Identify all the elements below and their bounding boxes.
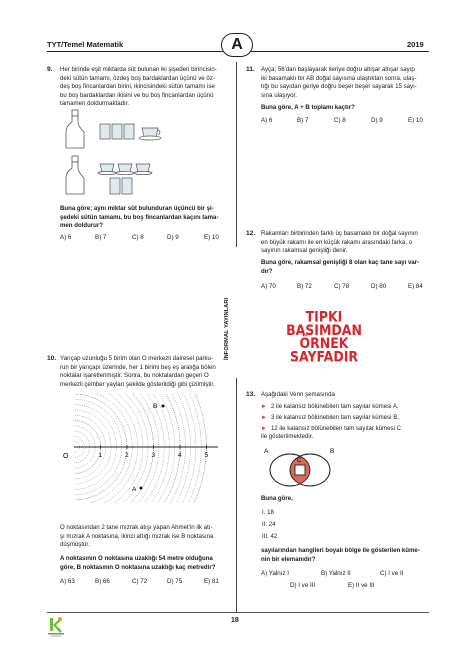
- sample-page-stamp: TIPKI BASIMDAN ÖRNEK SAYFADIR: [286, 307, 362, 365]
- q13-option-a[interactable]: A) Yalnız I: [261, 570, 289, 577]
- q10-option-d[interactable]: D) 75: [167, 578, 183, 585]
- axis-tick-label: 5: [204, 452, 209, 459]
- q10-after-text: O noktasından 2 tane mızrak atışı yapan Ahmet'in ilk atı- şı mızrak A noktasına, ikinci attığı mızrak ise B noktasına düşmüştür.: [60, 524, 214, 549]
- q13-bullets: [261, 402, 436, 434]
- q10-option-b[interactable]: B) 66: [95, 578, 110, 585]
- q10-question: A noktasının O noktasına uzaklığı 54 metre olduğuna göre, B noktasının O noktasına uzaklığı kaç metredir?: [60, 555, 216, 571]
- q13-option-d[interactable]: D) I ve III: [290, 582, 316, 589]
- q11-number: 11.: [246, 66, 255, 73]
- axis-tick-label: 3: [151, 452, 156, 459]
- arc-17: [77, 393, 164, 503]
- q9-option-b[interactable]: B) 7: [95, 234, 107, 241]
- q13-bullet-2: ► 3 ile kalansız bölünebilen tam sayılar kümesi B,: [261, 413, 399, 421]
- q11-option-d[interactable]: D) 9: [371, 117, 383, 124]
- q9-option-a[interactable]: A) 6: [60, 234, 72, 241]
- q9-option-c[interactable]: C) 8: [132, 234, 144, 241]
- column-divider-bottom: [236, 378, 237, 613]
- q12-text: Rakamları birbirinden farklı üç basamaklı bir doğal sayının en büyük rakamı ile en küçük rakamı arasındaki farka, o sayının rakamsal genişliği denir.: [261, 230, 418, 255]
- point-a-dot: [140, 487, 143, 490]
- bottle-1-icon: [66, 110, 84, 148]
- q11-option-b[interactable]: B) 7: [297, 117, 309, 124]
- triangle-bullet-icon: ►: [261, 404, 267, 410]
- booklet-badge: A: [221, 33, 253, 57]
- venn-label-b: B: [330, 448, 335, 455]
- q12-option-d[interactable]: D) 80: [371, 283, 387, 290]
- axis-tick-label: 4: [178, 452, 182, 459]
- arc-24: [78, 393, 201, 503]
- q13-option-c[interactable]: C) I ve II: [380, 570, 404, 577]
- q13-question: Buna göre,: [261, 495, 293, 502]
- q12-option-c[interactable]: C) 78: [334, 283, 350, 290]
- point-b-label: B: [153, 403, 158, 410]
- q12-option-a[interactable]: A) 70: [261, 283, 276, 290]
- venn-label-a: A: [264, 448, 269, 455]
- q9-number: 9.: [47, 66, 53, 73]
- q12-question: Buna göre, rakamsal genişliği 8 olan kaç tane sayı var- dır?: [261, 259, 420, 275]
- origin-label: O: [63, 453, 69, 460]
- q9-question: Buna göre; aynı miktar süt bulunduran üçüncü bir şi- şedeki sütün tamamı, bu boş fincanlardan kaçını tama- men doldurur?: [60, 205, 219, 230]
- q10-arc-figure: [60, 393, 232, 503]
- q11-option-e[interactable]: E) 10: [408, 117, 423, 124]
- cups-row-1: [100, 124, 161, 140]
- arc-25: [78, 393, 206, 503]
- q9-illustration: [60, 108, 210, 198]
- venn-label-c: C: [297, 458, 302, 464]
- q12-option-e[interactable]: E) 84: [408, 283, 423, 290]
- arc-16: [77, 393, 159, 503]
- axis-tick-label: 2: [125, 452, 129, 459]
- column-divider-top: [236, 62, 237, 247]
- header-year: 2019: [407, 40, 424, 49]
- q10-option-e[interactable]: E) 81: [204, 578, 219, 585]
- q12-number: 12.: [246, 230, 256, 237]
- arc-12: [76, 393, 138, 503]
- point-b-dot: [162, 405, 165, 408]
- q13-option-b[interactable]: B) Yalnız II: [321, 570, 351, 577]
- arc-19: [77, 393, 175, 503]
- q11-option-a[interactable]: A) 6: [261, 117, 273, 124]
- q13-ask: sayılarından hangileri boyalı bölge ile gösterilen küme- nin bir elemanıdır?: [261, 547, 420, 563]
- q13-after: ile gösterilmektedir.: [261, 433, 314, 440]
- q13-items: I. 18 II. 24 III. 42: [262, 509, 278, 540]
- point-a-label: A: [132, 486, 137, 493]
- footer-rule: [47, 612, 429, 613]
- header-subject: TYT/Temel Matematik: [47, 40, 124, 49]
- q10-option-c[interactable]: C) 72: [132, 578, 148, 585]
- q13-bullet-1: ► 2 ile kalansız bölünebilen tam sayılar kümesi A,: [261, 403, 399, 410]
- q11-text: Ayça; 56'dan başlayarak ileriye doğru altışar altışar sayıp iki basamaklı bir AB doğal sayısına ulaştıktan sonra, ulaş- tığı bu sayıdan geriye doğru beşer beşer sayarak 15 sayı- sına ulaşıyor.: [261, 66, 417, 99]
- q9-option-e[interactable]: E) 10: [204, 234, 219, 241]
- page-number: 18: [231, 617, 239, 624]
- q13-intro: Aşağıdaki Venn şemasında: [261, 391, 335, 398]
- concentric-arcs: [74, 393, 206, 503]
- axis-tick-label: 1: [98, 452, 103, 459]
- arc-14: [76, 393, 148, 503]
- q13-option-e[interactable]: E) II ve III: [348, 582, 375, 589]
- q10-text: Yarıçap uzunluğu 5 birim olan O merkezli dairesel parku- run bir yarıçapı üzerinde, her 1 birimi beş eş aralığa bölen noktalar işaretlenmiştir. Sonra, bu noktalardan geçen O merkezli çember yayları şekilde gösterildiği gibi çizilmiştir.: [60, 355, 216, 388]
- q12-option-b[interactable]: B) 72: [297, 283, 312, 290]
- cups-row-2: [98, 164, 152, 194]
- q11-option-c[interactable]: C) 8: [334, 117, 346, 124]
- q13-number: 13.: [246, 391, 256, 398]
- venn-diagram: [262, 444, 342, 492]
- q10-option-a[interactable]: A) 63: [60, 578, 75, 585]
- q9-text: Her birinde eşit miktarda süt bulunan iki şişeden birincisin- deki sütün tamamı, özdeş boş bardaklardan üçünü ve öz- deş boş fincanlardan birini, ikincisindeki sütün tamamı ise bu boş bardaklardan ikisini ve bu boş fincanlardan üçünü tamamen doldurmaktadır.: [60, 66, 217, 108]
- q10-number: 10.: [47, 355, 57, 362]
- venn-set-c: [295, 465, 305, 475]
- q11-question: Buna göre, A + B toplamı kaçtır?: [261, 104, 355, 111]
- arc-15: [77, 393, 154, 503]
- arc-20: [77, 393, 180, 503]
- publisher-logo-icon: [47, 616, 65, 638]
- triangle-bullet-icon: ►: [261, 414, 267, 421]
- arc-11: [76, 393, 132, 503]
- q13-bullet-3: ► 12 ile kalansız bölünebilen tam sayılar kümesi C: [261, 424, 402, 432]
- publisher-side-text: İNFORMAL YAYINLARI: [224, 297, 230, 360]
- triangle-bullet-icon: ►: [261, 425, 267, 432]
- q9-option-d[interactable]: D) 9: [167, 234, 179, 241]
- bottle-2-icon: [66, 156, 84, 194]
